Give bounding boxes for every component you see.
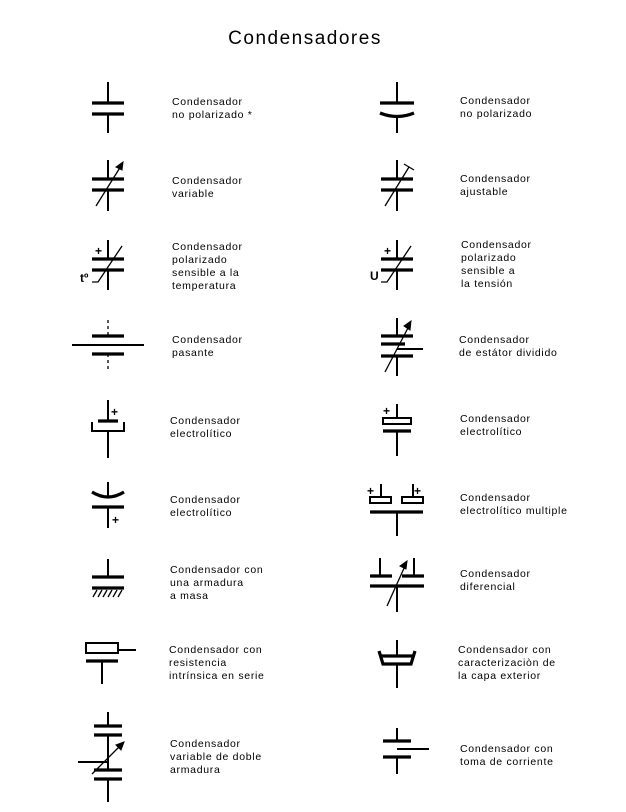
capacitor-voltage-sensitive-icon	[357, 236, 437, 316]
symbol-entry	[357, 636, 626, 716]
capacitor-trimmer-icon	[357, 156, 437, 236]
symbol-entry	[357, 156, 626, 236]
symbol-label: Condensador diferencial	[460, 568, 531, 593]
voltage-mark: U	[370, 269, 379, 283]
symbol-label: Condensador con caracterizaciòn de la capa exterior	[458, 644, 556, 682]
capacitor-double-variable-icon	[68, 712, 148, 802]
symbol-label: Condensador con resistencia intrínsica en serie	[169, 644, 265, 682]
capacitor-electrolytic-curved-icon	[68, 476, 148, 556]
symbol-entry	[68, 236, 368, 316]
symbol-label: Condensador electrolítico	[460, 413, 531, 438]
plus-mark: +	[367, 484, 375, 498]
plus-mark: +	[383, 404, 391, 418]
plus-mark: +	[384, 244, 392, 258]
symbol-entry	[68, 316, 368, 396]
symbol-entry	[357, 476, 626, 556]
page-title: Condensadores	[228, 28, 382, 49]
symbol-label: Condensador ajustable	[460, 173, 531, 198]
symbol-label: Condensador de estátor dividido	[459, 334, 558, 359]
capacitor-feedthrough-icon	[68, 316, 148, 396]
symbol-entry	[68, 476, 368, 556]
symbol-entry	[68, 156, 368, 236]
capacitor-electrolytic-box-icon	[357, 396, 437, 476]
symbol-label: Condensador no polarizado	[460, 95, 533, 120]
symbol-label: Condensador electrolítico	[170, 415, 241, 440]
plus-mark: +	[95, 244, 103, 258]
symbol-label: Condensador variable	[172, 175, 243, 200]
symbol-label: Condensador pasante	[172, 334, 243, 359]
capacitor-electrolytic-multiple-icon	[357, 476, 437, 556]
symbol-label: Condensador con toma de corriente	[460, 743, 554, 768]
symbol-entry	[68, 636, 368, 716]
symbol-label: Condensador no polarizado *	[172, 96, 253, 121]
symbol-entry	[68, 556, 368, 636]
symbol-entry	[357, 236, 626, 316]
capacitor-temperature-sensitive-icon	[68, 236, 148, 316]
capacitor-outer-layer-icon	[357, 636, 437, 716]
symbol-label: Condensador electrolítico multiple	[460, 492, 568, 517]
symbol-entry	[357, 76, 626, 156]
symbol-entry	[68, 76, 368, 156]
plus-mark: +	[111, 405, 119, 419]
symbol-entry	[357, 556, 626, 636]
capacitor-series-resistance-icon	[68, 636, 148, 716]
symbol-label: Condensador polarizado sensible a la temperatura	[172, 241, 243, 292]
symbol-label: Condensador variable de doble armadura	[170, 738, 262, 776]
symbol-label: Condensador polarizado sensible a la tensión	[461, 239, 532, 290]
symbol-label: Condensador con una armadura a masa	[170, 564, 264, 602]
symbol-entry	[357, 316, 626, 396]
capacitor-non-polarized-curved-icon	[357, 76, 437, 156]
capacitor-tapped-icon	[357, 712, 437, 792]
capacitor-variable-icon	[68, 156, 148, 236]
capacitor-split-stator-icon	[357, 316, 437, 396]
capacitor-non-polarized-icon	[68, 76, 148, 156]
capacitor-differential-icon	[357, 556, 437, 636]
symbol-entry	[68, 712, 368, 792]
symbol-entry	[68, 396, 368, 476]
symbol-entry	[357, 396, 626, 476]
capacitor-electrolytic-icon	[68, 396, 148, 476]
temperature-mark: tº	[80, 271, 89, 285]
plus-mark: +	[414, 484, 422, 498]
plus-mark: +	[112, 513, 120, 527]
symbol-label: Condensador electrolítico	[170, 494, 241, 519]
capacitor-grounded-plate-icon	[68, 556, 148, 636]
symbol-entry	[357, 712, 626, 792]
